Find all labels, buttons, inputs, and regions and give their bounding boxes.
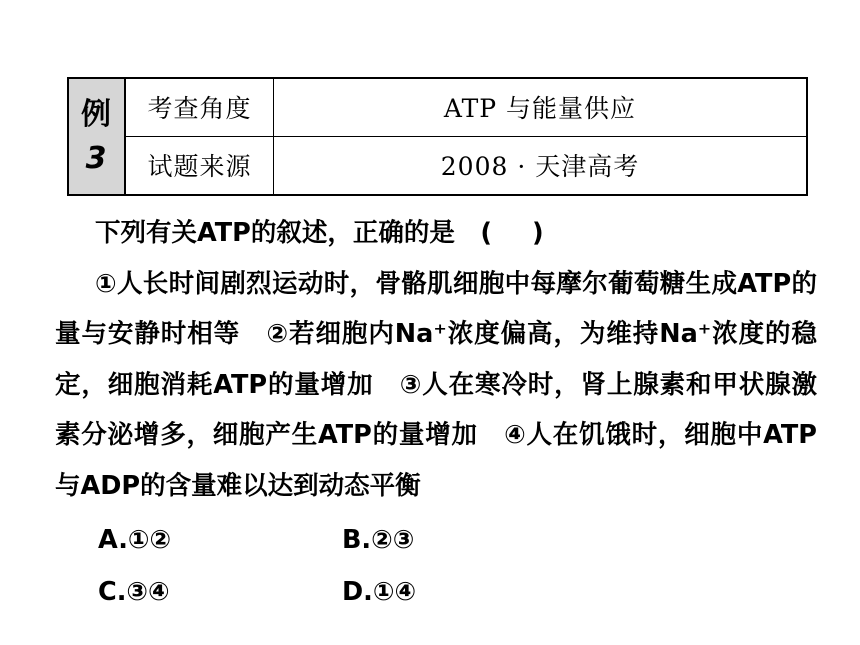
- example-info-table: [67, 77, 808, 196]
- example-badge: [69, 79, 126, 194]
- table-label-aspect: 考查角度: [126, 79, 274, 137]
- option-c: C.③④: [98, 577, 170, 607]
- table-label-source: 试题来源: [126, 137, 274, 195]
- table-value-source: 2008 · 天津高考: [440, 152, 640, 182]
- question-block: [55, 208, 817, 511]
- question-body: ①人长时间剧烈运动时，骨骼肌细胞中每摩尔葡萄糖生成ATP的量与安静时相等 ②若细胞内Na⁺浓度偏高，为维持Na⁺浓度的稳定，细胞消耗ATP的量增加 ③人在寒冷时，肾上腺素和甲状腺激素分泌增多，细胞产生ATP的量增加 ④人在饥饿时，细胞中ATP与ADP的含量难以达到动态平衡: [55, 268, 817, 501]
- example-label: 例: [81, 96, 112, 132]
- example-number: 3: [85, 140, 108, 176]
- option-d: D.①④: [342, 577, 417, 607]
- table-value-aspect: ATP 与能量供应: [274, 79, 806, 137]
- option-b: B.②③: [342, 525, 415, 555]
- question-stem: 下列有关ATP的叙述，正确的是: [95, 218, 455, 248]
- answer-paren-close: ): [532, 218, 544, 248]
- question-stem-line: [55, 208, 817, 259]
- answer-paren-open: (: [480, 218, 493, 248]
- option-a: A.①②: [98, 525, 172, 555]
